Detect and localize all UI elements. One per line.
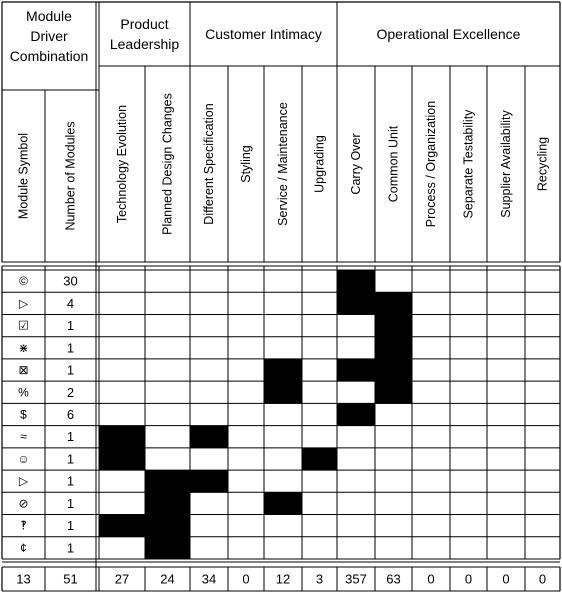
module-symbol: ⊘ [18, 496, 29, 511]
driver-header-label: Carry Over [349, 133, 363, 195]
driver-total: 0 [502, 571, 510, 587]
module-count: 1 [66, 473, 75, 489]
filled-cell [99, 426, 145, 449]
driver-total: 357 [345, 571, 367, 587]
module-symbol: © [19, 274, 28, 289]
module-symbol: ≈ [20, 429, 27, 444]
driver-total: 12 [275, 571, 291, 587]
module-count: 1 [66, 451, 75, 467]
driver-total: 3 [315, 571, 324, 587]
module-count: 30 [63, 273, 78, 289]
module-symbol: ⋇ [18, 340, 29, 355]
filled-cell [337, 270, 375, 293]
filled-cell [337, 359, 375, 382]
filled-cell [337, 403, 375, 426]
driver-total: 63 [386, 571, 401, 587]
module-symbol: ☺ [17, 451, 30, 466]
filled-cell [264, 492, 302, 515]
filled-cell [264, 381, 302, 404]
module-symbol: ⊠ [18, 363, 29, 378]
driver-header-label: Service / Maintenance [276, 102, 290, 226]
driver-header-label: Technology Evolution [115, 104, 129, 224]
group-header-label: Operational Excellence [376, 26, 521, 42]
left-header-label: Module Symbol [16, 132, 31, 220]
filled-cell [145, 470, 190, 493]
filled-cell [375, 292, 412, 315]
total-symbols: 13 [16, 571, 31, 587]
module-symbol: ▷ [18, 296, 29, 311]
driver-header-label: Different Specification [202, 103, 216, 225]
filled-cell [375, 314, 412, 337]
filled-cell [145, 537, 190, 560]
filled-cell [302, 448, 337, 471]
module-count: 1 [66, 429, 75, 445]
module-count: 2 [66, 384, 75, 400]
filled-cell [99, 448, 145, 471]
module-count: 4 [66, 295, 75, 311]
driver-header-label: Supplier Availability [499, 110, 513, 218]
filled-cell [145, 515, 190, 538]
filled-cell [145, 492, 190, 515]
driver-total: 27 [114, 571, 130, 587]
module-symbol: ☑ [18, 318, 29, 333]
group-header-label: Leadership [109, 36, 180, 52]
module-count: 6 [66, 406, 75, 422]
driver-header-label: Upgrading [312, 135, 327, 193]
driver-header-label: Planned Design Changes [160, 93, 175, 235]
corner-title-line: Combination [9, 48, 89, 64]
filled-cell [264, 359, 302, 382]
driver-total: 0 [427, 571, 435, 587]
module-count: 1 [66, 318, 75, 334]
left-header-label: Number of Modules [63, 121, 78, 231]
filled-cell [337, 292, 375, 315]
module-symbol: ¢ [20, 540, 27, 555]
group-header-label: Customer Intimacy [205, 26, 322, 42]
module-symbol: $ [20, 407, 27, 422]
corner-title-line: Module [26, 8, 72, 24]
module-count: 1 [66, 540, 75, 556]
driver-header-label: Process / Organization [424, 100, 438, 228]
driver-total: 0 [242, 571, 250, 587]
filled-cell [190, 470, 228, 493]
module-count: 1 [66, 340, 75, 356]
module-count: 1 [66, 362, 75, 378]
corner-title-line: Driver [30, 28, 68, 44]
driver-total: 0 [464, 571, 473, 587]
driver-header-label: Recycling [535, 136, 550, 192]
driver-header-label: Common Unit [386, 125, 401, 203]
module-symbol: % [18, 385, 29, 400]
module-symbol: ▷ [18, 474, 29, 489]
module-count: 1 [66, 518, 75, 534]
filled-cell [190, 426, 228, 449]
filled-cell [375, 337, 412, 360]
module-symbol: ‽ [20, 518, 27, 533]
driver-header-label: Separate Testability [461, 109, 476, 219]
driver-total: 0 [538, 571, 547, 587]
driver-total: 24 [160, 571, 175, 587]
filled-cell [375, 359, 412, 382]
driver-total: 34 [201, 571, 217, 587]
filled-cell [375, 381, 412, 404]
filled-cell [99, 515, 145, 538]
module-count: 1 [66, 495, 75, 511]
driver-header-label: Styling [239, 145, 253, 183]
total-modules: 51 [63, 571, 78, 587]
group-header-label: Product [120, 16, 169, 32]
